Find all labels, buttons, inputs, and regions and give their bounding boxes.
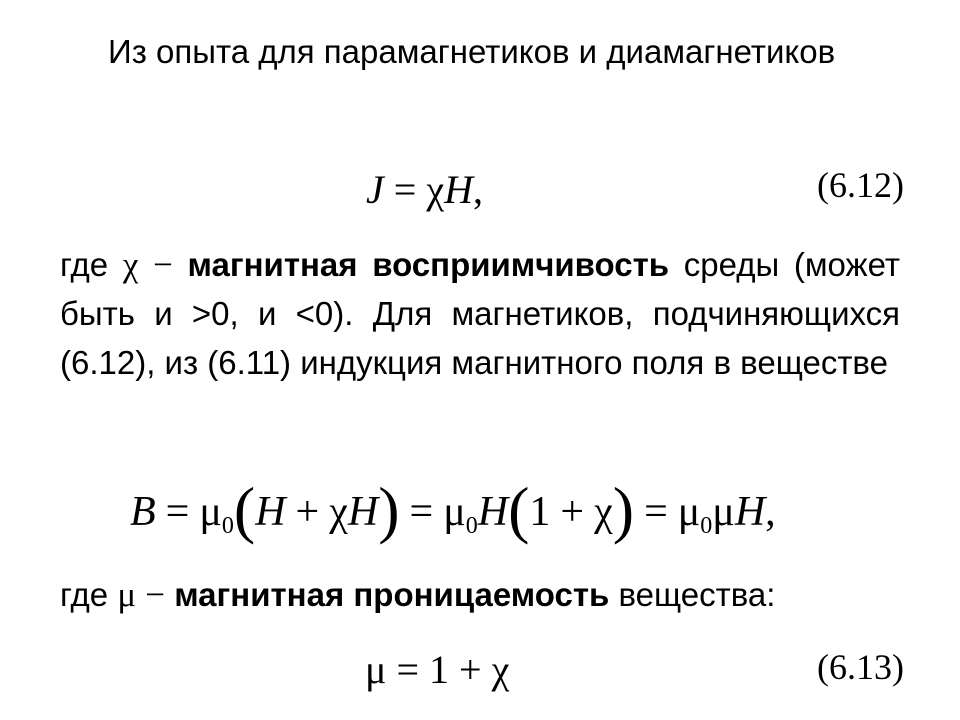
susceptibility-paragraph	[60, 240, 900, 387]
permeability-prefix: где	[60, 576, 109, 613]
eq2-equals-3: =	[644, 489, 668, 535]
eq2-mu-2: μ	[443, 489, 466, 535]
eq2-comma: ,	[765, 489, 776, 535]
eq2-mu-4: μ	[712, 489, 735, 535]
equation-number-6-12: (6.12)	[817, 165, 904, 205]
eq1-lhs: J	[366, 167, 384, 212]
susceptibility-prefix: где	[60, 246, 109, 283]
eq1-comma: ,	[472, 167, 483, 212]
chi-symbol: χ	[122, 245, 139, 284]
eq2-rparen-2: )	[612, 474, 635, 545]
eq2-mu-3: μ	[677, 489, 701, 535]
eq2-sub-3: 0	[700, 513, 713, 539]
eq3-mu: μ	[365, 647, 387, 692]
eq3-chi: χ	[491, 647, 510, 692]
eq2-rparen-1: )	[378, 474, 400, 545]
eq2-lparen-1: (	[233, 474, 256, 545]
equation-6-12	[366, 165, 483, 215]
eq2-chi-1: χ	[329, 489, 348, 535]
eq2-equals-1: =	[165, 489, 190, 535]
eq1-h: H	[444, 167, 473, 212]
eq2-sub-2: 0	[465, 513, 478, 539]
eq3-one: 1	[429, 647, 450, 692]
eq2-equals-2: =	[409, 489, 434, 535]
eq2-h-1: H	[255, 489, 286, 535]
intro-text: Из опыта для парамагнетиков и диамагнетиков	[108, 33, 836, 70]
eq3-equals: =	[396, 647, 420, 692]
susceptibility-rest: среды (может быть и >0, и <0). Для магнетиков, подчиняющихся (6.12), из (6.11) индукция магнитного поля в веществе	[60, 246, 900, 381]
eq2-sub-1: 0	[221, 513, 234, 539]
permeability-paragraph	[60, 570, 900, 619]
eq2-plus-1: +	[295, 489, 320, 535]
term-magnetic-susceptibility: магнитная восприимчивость	[187, 246, 670, 283]
eq1-equals: =	[393, 167, 417, 212]
eq2-h-2: H	[347, 489, 379, 535]
term-magnetic-permeability: магнитная проницаемость	[174, 576, 610, 613]
equation-6-13	[365, 645, 509, 695]
eq2-one: 1	[529, 489, 551, 535]
mu-symbol: μ	[117, 575, 137, 614]
eq2-h-4: H	[734, 489, 766, 535]
eq2-h-3: H	[477, 489, 509, 535]
dash: −	[153, 245, 173, 284]
dash: −	[145, 575, 166, 614]
permeability-rest: вещества:	[618, 576, 776, 613]
eq2-chi-2: χ	[594, 489, 613, 535]
eq1-chi: χ	[426, 167, 445, 212]
equation-number-6-13: (6.13)	[817, 647, 904, 687]
intro-paragraph	[60, 27, 900, 76]
eq2-plus-2: +	[560, 489, 585, 535]
eq2-b: B	[130, 489, 156, 535]
eq3-plus: +	[459, 647, 482, 692]
equation-induction	[130, 474, 776, 551]
eq2-mu-1: μ	[199, 489, 222, 535]
eq2-lparen-2: (	[508, 474, 530, 545]
